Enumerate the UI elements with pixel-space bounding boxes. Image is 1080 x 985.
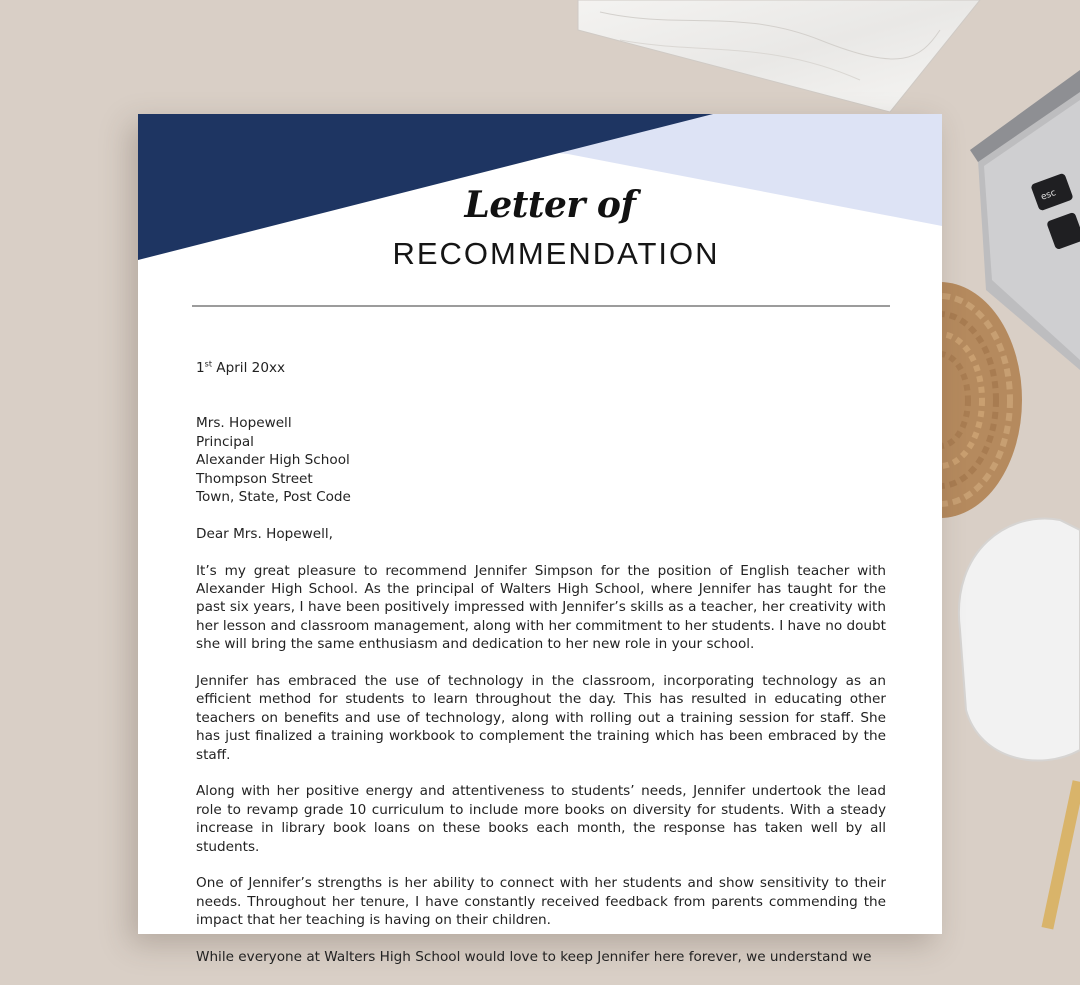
- paragraph: It’s my great pleasure to recommend Jennifer Simpson for the position of English teacher with Alexander High School. As the principal of Walters High School, where Jennifer has taught for the past six years, I have been positively impressed with Jennifer’s skills as a teacher, her creativity with her lesson and classroom management, along with her commitment to her students. I have no doubt she will bring the same enthusiasm and dedication to her new role in your school.: [196, 562, 886, 653]
- letter-body: [196, 359, 886, 985]
- recipient-town: Town, State, Post Code: [196, 489, 351, 506]
- letter-date: 1st April 20xx: [196, 359, 286, 376]
- paragraph: One of Jennifer’s strengths is her ability to connect with her students and show sensitivity to their needs. Throughout her tenure, I have constantly received feedback from parents commending the impact that her teaching is having on their children.: [196, 875, 886, 929]
- recipient-title: Principal: [196, 433, 254, 450]
- title-script: Letter of: [464, 184, 636, 226]
- laptop: [970, 70, 1080, 370]
- salutation: Dear Mrs. Hopewell,: [196, 525, 333, 542]
- mouse: [940, 510, 1080, 770]
- recipient-address: [196, 414, 886, 506]
- paragraph: Jennifer has embraced the use of technology in the classroom, incorporating technology as an efficient method for students to learn throughout the day. This has resulted in educating other teachers on benefits and use of technology, along with rolling out a training session for staff. She has just finalized a training workbook to complement the training which has been embraced by the staff.: [196, 673, 886, 763]
- letter-document: [138, 114, 942, 966]
- recipient-school: Alexander High School: [196, 452, 350, 469]
- title-main: RECOMMENDATION: [392, 236, 720, 271]
- divider-rule: [192, 305, 890, 307]
- recipient-name: Mrs. Hopewell: [196, 415, 292, 432]
- paragraph: While everyone at Walters High School would love to keep Jennifer here forever, we understand we: [196, 949, 872, 966]
- svg-text:esc: esc: [1039, 188, 1058, 203]
- paragraph: Along with her positive energy and attentiveness to students’ needs, Jennifer undertook the lead role to revamp grade 10 curriculum to include more books on diversity for students. With a steady increase in library book loans on these books each month, the response has taken well by all students.: [196, 783, 886, 855]
- recipient-street: Thompson Street: [196, 470, 313, 487]
- marble-coaster: [560, 0, 990, 120]
- pen: [1040, 780, 1080, 920]
